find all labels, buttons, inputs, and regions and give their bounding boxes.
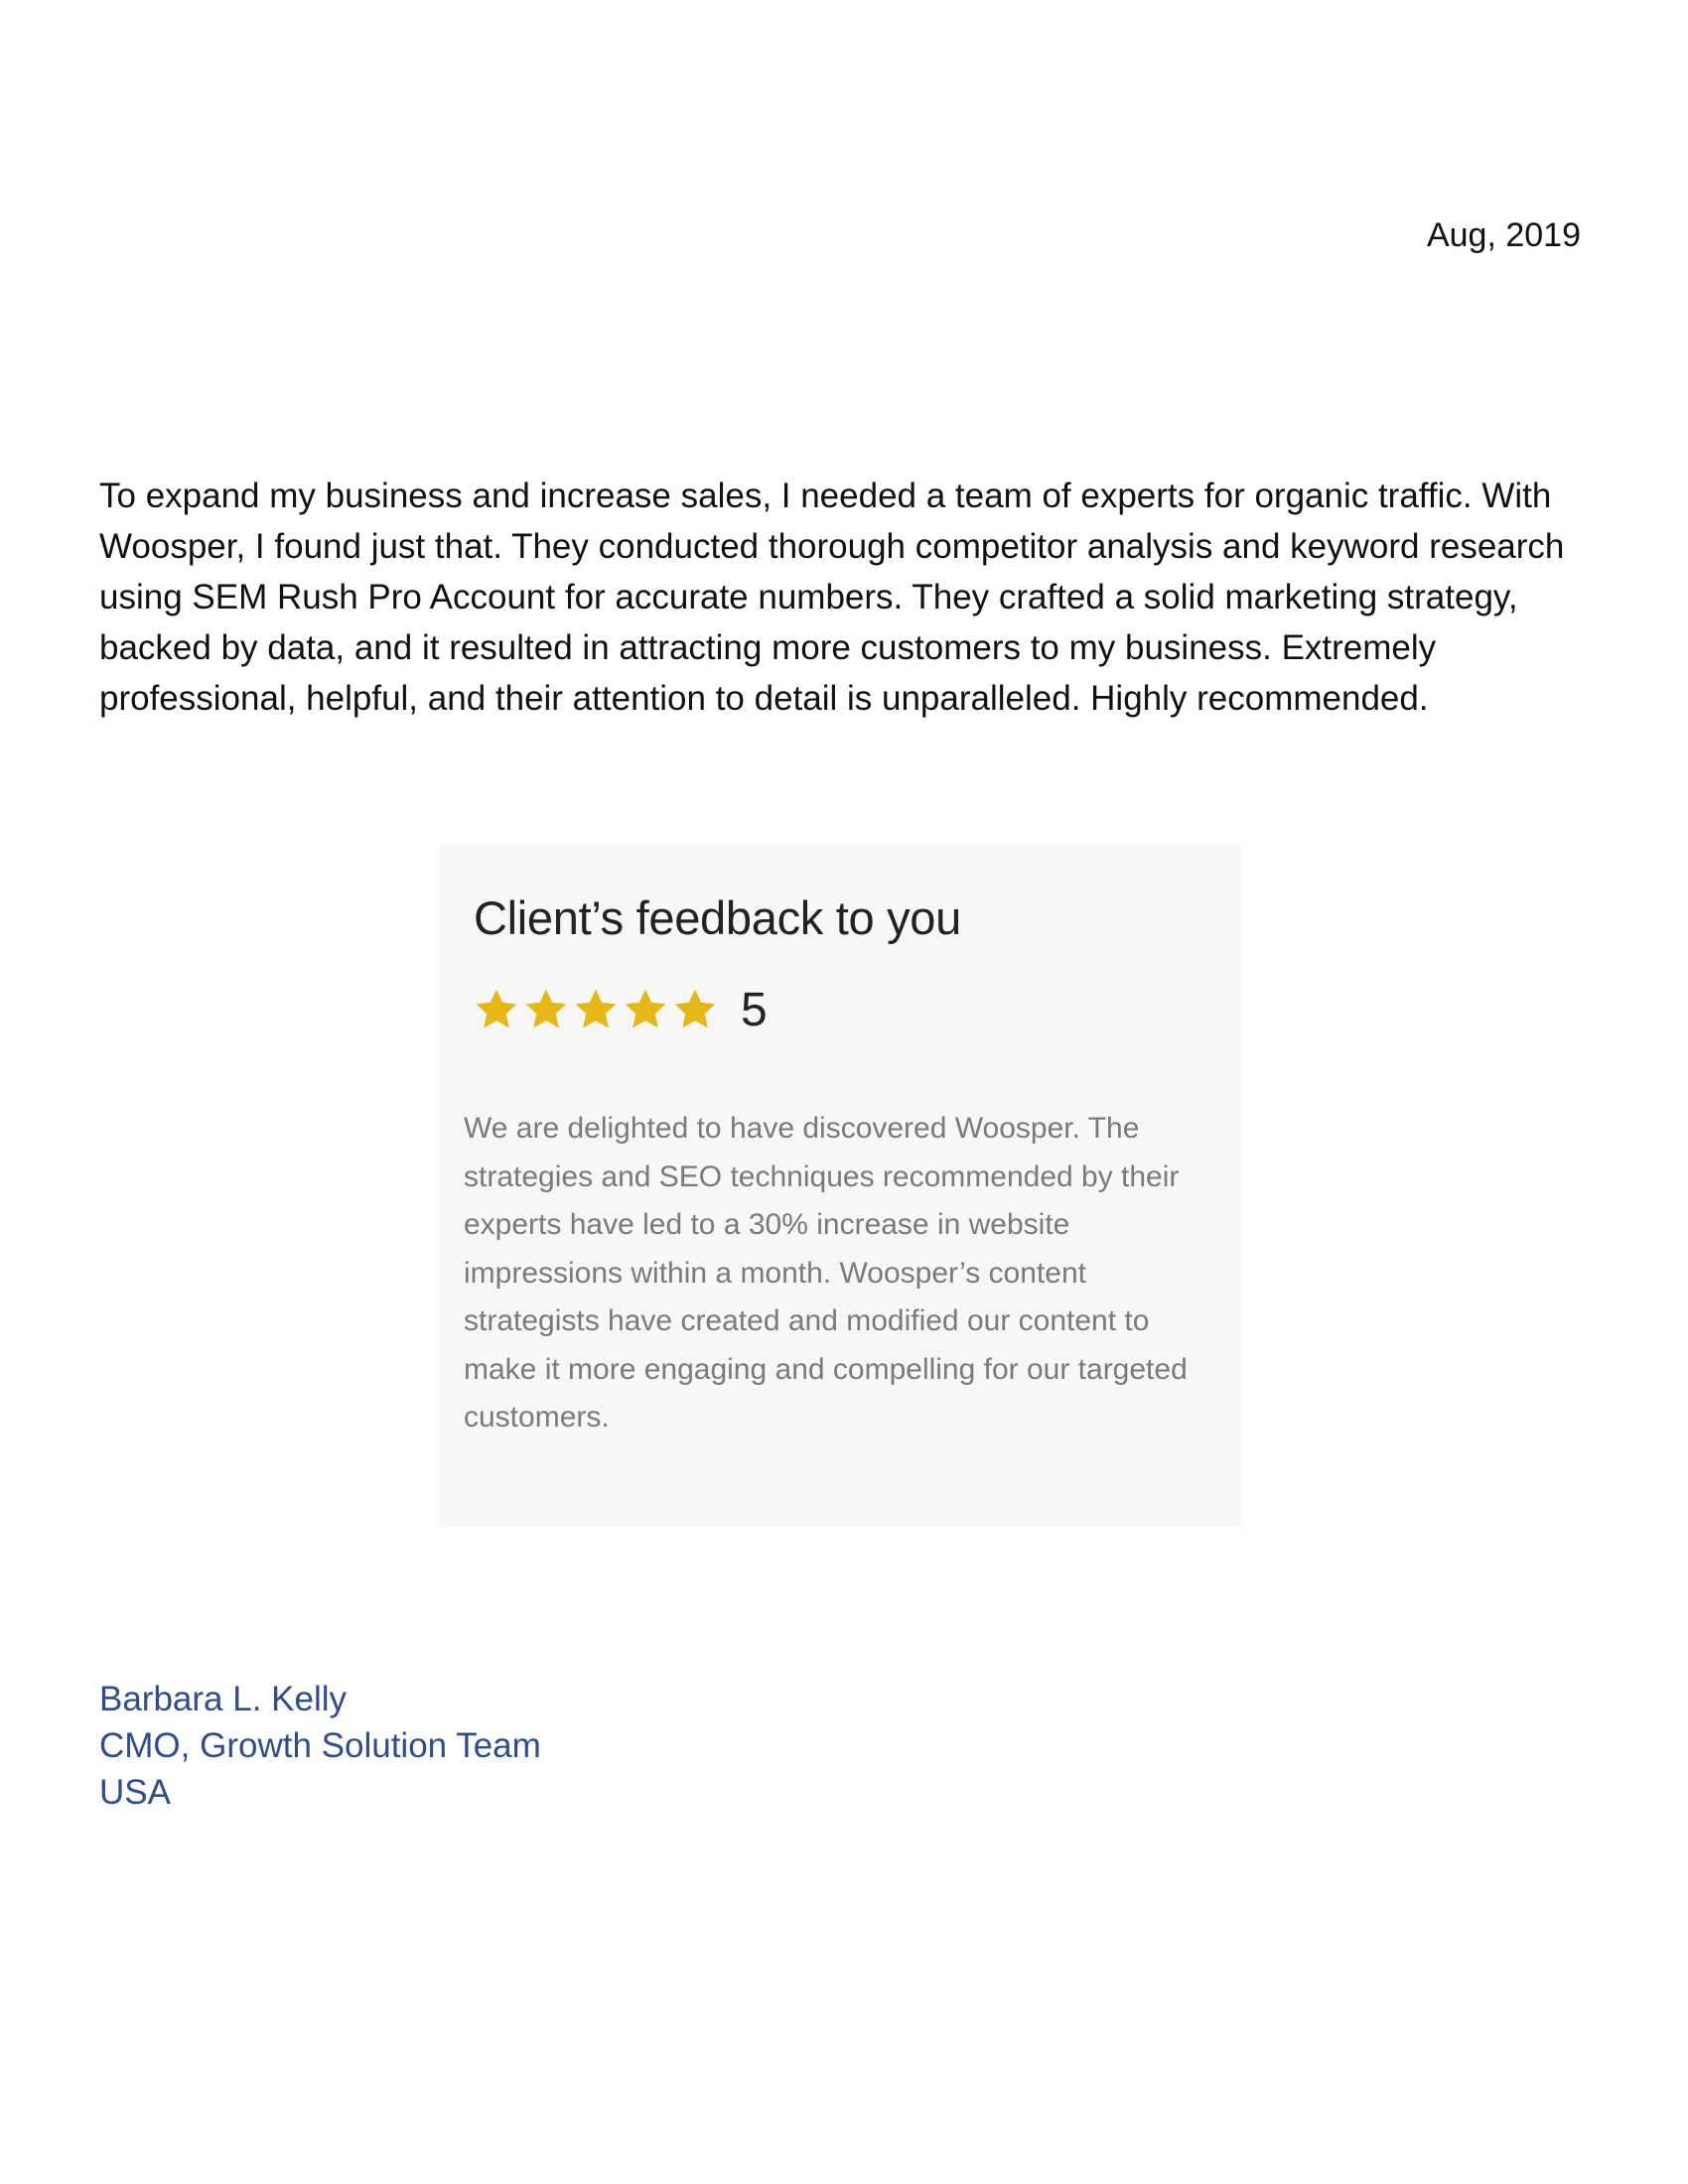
- rating-value: 5: [741, 983, 768, 1036]
- feedback-text: We are delighted to have discovered Woosper. The strategies and SEO techniques recommended by their experts have led to a 30% increase in website impressions within a month. Woosper’s content strategists have created and modified our content to make it more engaging and compelling for our targeted customers.: [464, 1112, 1188, 1433]
- signer-title: CMO, Growth Solution Team: [99, 1726, 541, 1765]
- star-icon: [522, 986, 570, 1033]
- signature-block: [99, 1676, 541, 1816]
- feedback-title: Client’s feedback to you: [474, 891, 961, 944]
- star-rating: [473, 980, 768, 1039]
- signer-name: Barbara L. Kelly: [99, 1680, 348, 1718]
- signer-country: USA: [99, 1773, 171, 1812]
- star-icon: [671, 986, 719, 1033]
- star-icon: [572, 986, 620, 1033]
- star-icon: [622, 986, 669, 1033]
- striped-sun-logo-icon: [253, 218, 349, 310]
- client-feedback-card: [440, 845, 1241, 1527]
- stars-row: [473, 986, 719, 1033]
- letter-body: To expand my business and increase sales, I needed a team of experts for organic traffic. With Woosper, I found just that. They conducted thorough competitor analysis and keyword research using SEM Rush Pro Account for accurate numbers. They crafted a solid marketing strategy, backed by data, and it resulted in attracting more customers to my business. Extremely professional, helpful, and their attention to detail is unparalleled. Highly recommended.: [99, 477, 1565, 718]
- letter-date: Aug, 2019: [1426, 216, 1581, 254]
- star-icon: [473, 986, 520, 1033]
